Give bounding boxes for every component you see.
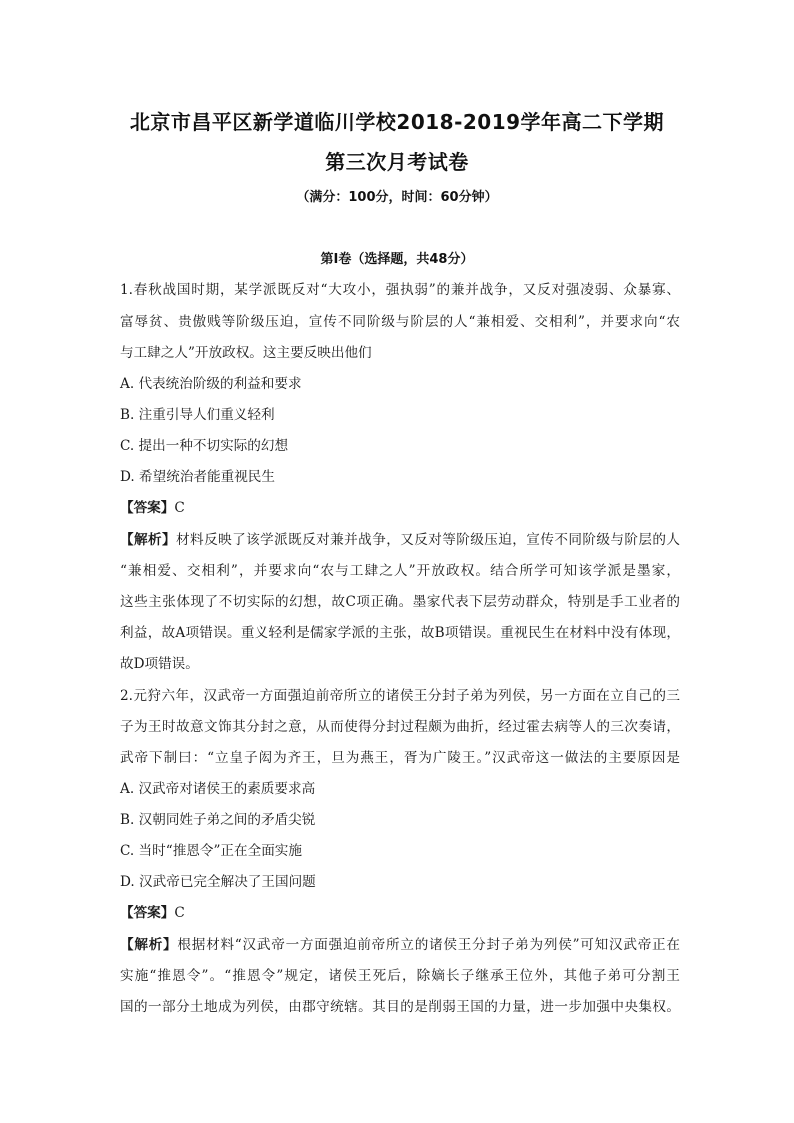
q1-option-b: B. 注重引导人们重义轻利: [120, 407, 275, 423]
q2-analysis-line: 国的一部分土地成为列侯，由郡守统辖。其目的是削弱王国的力量，进一步加强中央集权。: [120, 999, 680, 1015]
analysis-text: 材料反映了该学派既反对兼并战争，又反对等阶级压迫，宣传不同阶级与阶层的人: [176, 532, 681, 548]
q2-analysis-line: [120, 935, 680, 955]
q1-analysis-line: 故D项错误。: [120, 656, 199, 672]
q1-option-a: A. 代表统治阶级的利益和要求: [120, 376, 302, 392]
q2-option-b: B. 汉朝同姓子弟之间的矛盾尖锐: [120, 812, 316, 828]
q2-option-d: D. 汉武帝已完全解决了王国问题: [120, 874, 316, 890]
exam-subtitle: （满分：100分，时间：60分钟）: [296, 190, 498, 205]
q1-analysis-line: 这些主张体现了不切实际的幻想，故C项正确。墨家代表下层劳动群众，特别是手工业者的: [120, 594, 680, 610]
q2-stem-line: 2.元狩六年，汉武帝一方面强迫前帝所立的诸侯王分封子弟为列侯，另一方面在立自己的三: [120, 688, 680, 704]
answer-tag: 【答案】: [120, 905, 175, 921]
q1-analysis-line: 利益，故A项错误。重义轻利是儒家学派的主张，故B项错误。重视民生在材料中没有体现，: [120, 625, 680, 641]
q1-option-d: D. 希望统治者能重视民生: [120, 469, 275, 485]
analysis-text: 根据材料“汉武帝一方面强迫前帝所立的诸侯王分封子弟为列侯”可知汉武帝正在: [177, 937, 680, 953]
analysis-tag: 【解析】: [120, 532, 177, 548]
q2-option-a: A. 汉武帝对诸侯王的素质要求高: [120, 781, 316, 797]
answer-value: C: [174, 905, 185, 921]
analysis-tag: 【解析】: [120, 937, 178, 953]
q2-analysis-line: 实施“推恩令”。“推恩令”规定，诸侯王死后，除嫡长子继承王位外，其他子弟可分割王: [120, 968, 680, 984]
q2-stem-line: 武帝下制曰：“立皇子闳为齐王，旦为燕王，胥为广陵王。”汉武帝这一做法的主要原因是: [120, 750, 680, 766]
q2-answer: [120, 903, 680, 923]
exam-title-line1: 北京市昌平区新学道临川学校2018-2019学年高二下学期: [129, 110, 665, 134]
q1-analysis-line: “兼相爱、交相利”，并要求向“农与工肆之人”开放政权。结合所学可知该学派是墨家，: [120, 563, 680, 579]
section-title: 第Ⅰ卷（选择题，共48分）: [320, 252, 474, 267]
q1-option-c: C. 提出一种不切实际的幻想: [120, 438, 289, 454]
answer-value: C: [174, 500, 185, 516]
q2-option-c: C. 当时“推恩令”正在全面实施: [120, 843, 302, 859]
q1-stem-line: 富辱贫、贵傲贱等阶级压迫，宣传不同阶级与阶层的人“兼相爱、交相利”，并要求向“农: [120, 314, 680, 330]
q1-stem-line: 与工肆之人”开放政权。这主要反映出他们: [120, 345, 372, 361]
q2-stem-line: 子为王时故意文饰其分封之意，从而使得分封过程颇为曲折，经过霍去病等人的三次奏请，: [120, 719, 680, 735]
answer-tag: 【答案】: [120, 500, 175, 516]
q1-stem-line: 1.春秋战国时期，某学派既反对“大攻小，强执弱”的兼并战争，又反对强凌弱、众暴寡、: [120, 282, 680, 298]
exam-title-line2: 第三次月考试卷: [325, 150, 469, 174]
q1-answer: [120, 498, 680, 518]
q1-analysis-line: [120, 530, 680, 550]
